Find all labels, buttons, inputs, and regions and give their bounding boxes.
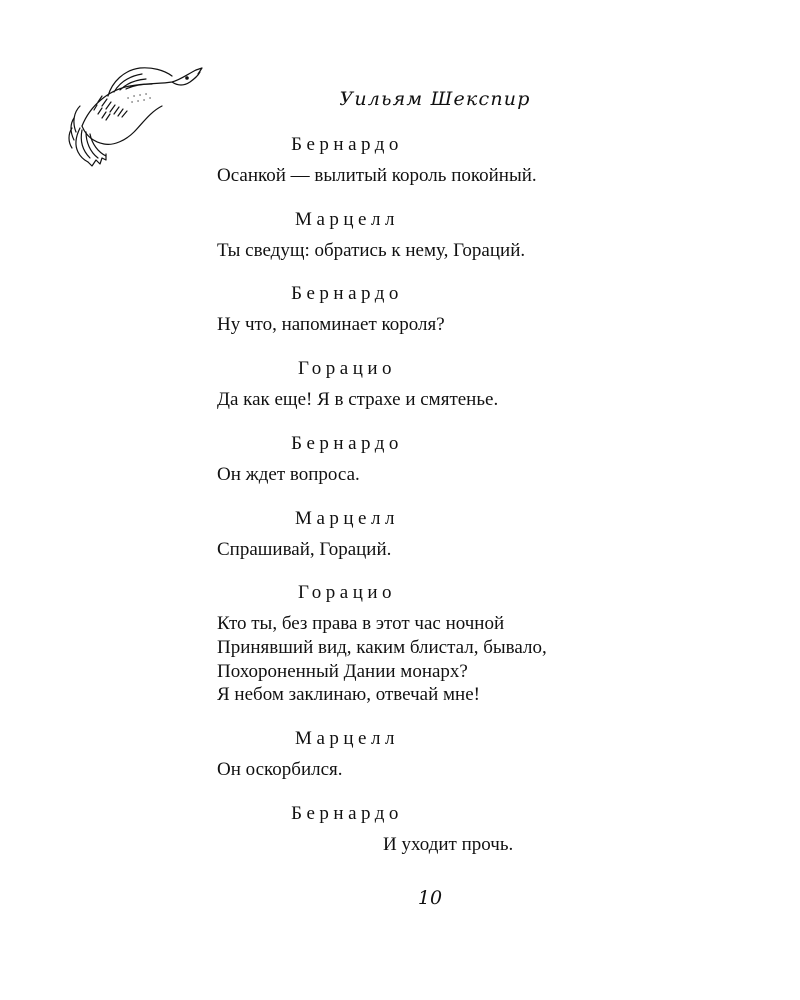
speech-line: Спрашивай, Гораций.: [217, 538, 392, 560]
speaker-name: Бернардо: [291, 432, 403, 454]
speech-line: Он ждет вопроса.: [217, 463, 360, 485]
speech-block: [217, 164, 737, 188]
speech-block: [217, 612, 737, 707]
speaker-name: Марцелл: [295, 208, 399, 230]
speech-block: [217, 833, 737, 857]
speaker-name: Бернардо: [291, 802, 403, 824]
speaker-name: Горацио: [297, 358, 397, 380]
speech-block: [217, 463, 737, 487]
speech-block: [217, 313, 737, 337]
speaker-name: Марцелл: [295, 728, 399, 750]
speech-block: [217, 538, 737, 562]
speech-line: Похороненный Дании монарх?: [217, 660, 468, 682]
speech-line: Кто ты, без права в этот час ночной: [217, 613, 505, 635]
speech-line: Ты сведущ: обратись к нему, Гораций.: [217, 239, 526, 261]
speech-block: [217, 388, 737, 412]
speaker-name: Марцелл: [295, 507, 399, 529]
running-title: Уильям Шекспир: [339, 88, 531, 110]
speech-line: Ну что, напоминает короля?: [217, 314, 445, 336]
play-text: [217, 133, 737, 876]
page-number: 10: [417, 887, 443, 909]
speech-block: [217, 239, 737, 263]
speaker-name: Бернардо: [291, 283, 403, 305]
speech-block: [217, 758, 737, 782]
speaker-name: Бернардо: [291, 134, 403, 155]
speaker-name: Горацио: [297, 582, 397, 604]
speech-line: Да как еще! Я в страхе и смятенье.: [217, 389, 499, 411]
speech-line: И уходит прочь.: [383, 833, 514, 855]
speech-line: Он оскорбился.: [217, 759, 343, 781]
speech-line: Я небом заклинаю, отвечай мне!: [217, 684, 480, 706]
speech-line: Осанкой — вылитый король покойный.: [217, 165, 537, 186]
speech-line: Принявший вид, каким блистал, бывало,: [217, 636, 547, 658]
